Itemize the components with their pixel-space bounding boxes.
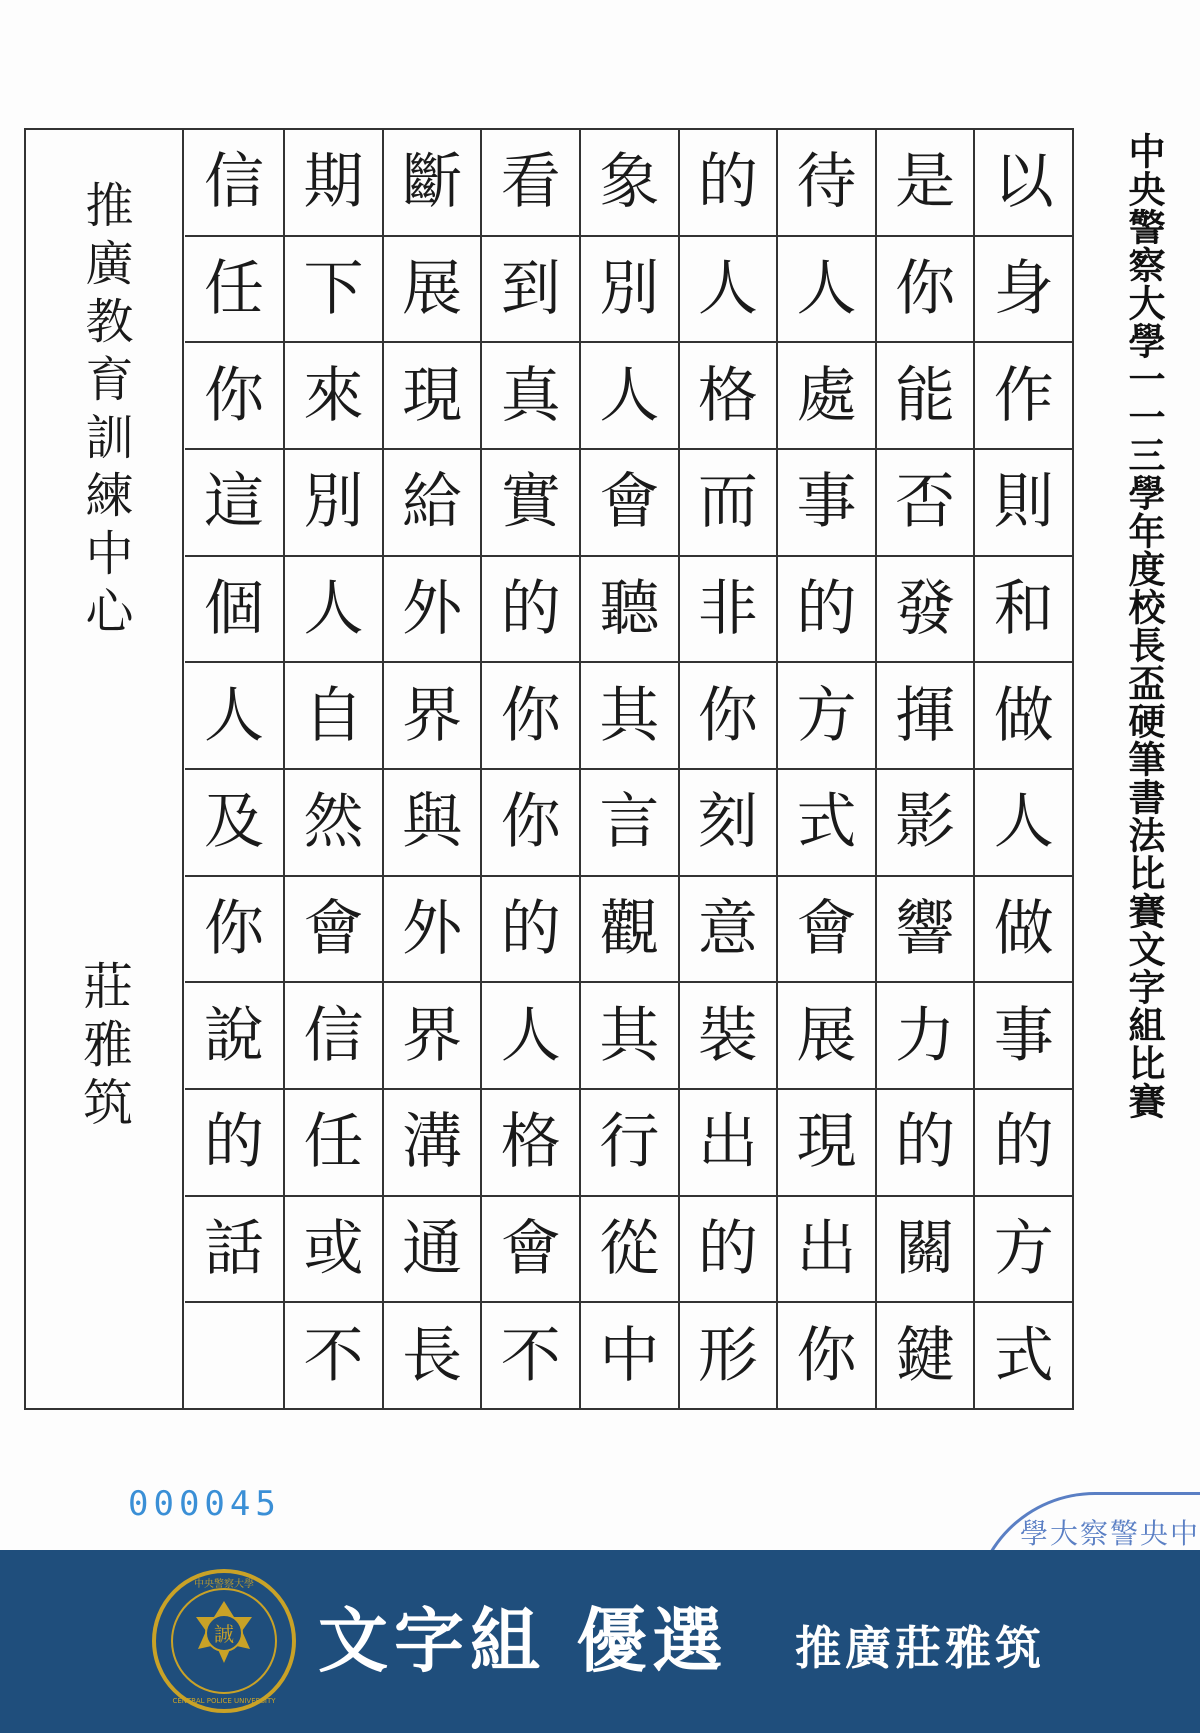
grid-cell: 這 xyxy=(185,450,284,557)
grid-cell: 人 xyxy=(482,983,579,1090)
grid-cell: 做 xyxy=(975,663,1072,770)
grid-cell: 的 xyxy=(778,557,875,664)
grid-cell: 聽 xyxy=(581,557,678,664)
grid-cell: 外 xyxy=(384,877,481,984)
grid-cell: 別 xyxy=(285,450,382,557)
grid-cell: 格 xyxy=(482,1090,579,1197)
grid-column xyxy=(678,130,777,1408)
emblem-center-text: 誠 xyxy=(214,1622,234,1646)
grid-cell: 不 xyxy=(303,1320,364,1391)
grid-cell: 言 xyxy=(581,770,678,877)
grid-column xyxy=(875,130,974,1408)
grid-cell: 不 xyxy=(500,1320,561,1391)
grid-cell: 說 xyxy=(185,983,284,1090)
grid-column xyxy=(185,130,284,1408)
grid-cell: 會 xyxy=(581,450,678,557)
grid-cell: 非 xyxy=(680,557,777,664)
grid-cell: 的 xyxy=(877,1090,974,1197)
grid-cell: 的 xyxy=(680,1197,777,1304)
serial-number: 000045 xyxy=(128,1484,281,1524)
grid-cell: 待 xyxy=(778,130,875,237)
grid-cell: 別 xyxy=(581,237,678,344)
signature-column xyxy=(26,130,184,1408)
grid-cell: 界 xyxy=(384,663,481,770)
character-grid xyxy=(184,130,1072,1408)
grid-cell: 處 xyxy=(778,343,875,450)
grid-cell: 你 xyxy=(185,877,284,984)
grid-cell: 人 xyxy=(778,237,875,344)
grid-cell: 期 xyxy=(285,130,382,237)
grid-cell: 否 xyxy=(877,450,974,557)
grid-cell: 下 xyxy=(285,237,382,344)
grid-cell: 長 xyxy=(402,1320,463,1391)
grid-cell: 任 xyxy=(285,1090,382,1197)
grid-column xyxy=(776,130,875,1408)
grid-cell: 意 xyxy=(680,877,777,984)
grid-cell: 通 xyxy=(384,1197,481,1304)
stamp-text: 學大察警央中 xyxy=(1020,1517,1200,1550)
grid-cell: 溝 xyxy=(384,1090,481,1197)
grid-cell: 會 xyxy=(778,877,875,984)
emblem-top-text: 中央警察大學 xyxy=(194,1579,254,1590)
grid-cell: 看 xyxy=(482,130,579,237)
grid-column xyxy=(382,130,481,1408)
grid-cell: 能 xyxy=(877,343,974,450)
grid-cell: 展 xyxy=(384,237,481,344)
grid-cell: 象 xyxy=(581,130,678,237)
competition-title: 中央警察大學一一三學年度校長盃硬筆書法比賽文字組比賽 xyxy=(1122,132,1165,1120)
emblem-bottom-text: CENTRAL POLICE UNIVERSITY xyxy=(172,1697,276,1705)
grid-cell: 或 xyxy=(285,1197,382,1304)
grid-cell: 其 xyxy=(581,983,678,1090)
grid-cell: 事 xyxy=(975,983,1072,1090)
grid-cell: 真 xyxy=(482,343,579,450)
grid-cell: 給 xyxy=(384,450,481,557)
grid-cell: 觀 xyxy=(581,877,678,984)
grid-cell: 現 xyxy=(384,343,481,450)
university-emblem-icon xyxy=(150,1567,298,1715)
grid-cell: 到 xyxy=(482,237,579,344)
grid-cell: 及 xyxy=(185,770,284,877)
grid-cell: 是 xyxy=(877,130,974,237)
grid-cell: 出 xyxy=(778,1197,875,1304)
grid-cell: 響 xyxy=(877,877,974,984)
grid-cell: 的 xyxy=(482,557,579,664)
grid-cell: 式 xyxy=(778,770,875,877)
grid-cell: 話 xyxy=(185,1197,284,1304)
grid-cell: 行 xyxy=(581,1090,678,1197)
grid-cell: 刻 xyxy=(680,770,777,877)
grid-cell: 會 xyxy=(482,1197,579,1304)
grid-cell: 你 xyxy=(877,237,974,344)
grid-cell: 以 xyxy=(975,130,1072,237)
grid-cell: 你 xyxy=(680,663,777,770)
grid-cell: 中 xyxy=(599,1320,660,1391)
grid-cell: 的 xyxy=(975,1090,1072,1197)
grid-cell: 你 xyxy=(482,770,579,877)
grid-cell: 從 xyxy=(581,1197,678,1304)
grid-cell: 揮 xyxy=(877,663,974,770)
grid-cell: 會 xyxy=(285,877,382,984)
grid-cell: 然 xyxy=(285,770,382,877)
grid-cell: 與 xyxy=(384,770,481,877)
award-winner: 推廣莊雅筑 xyxy=(795,1621,1045,1675)
grid-cell: 影 xyxy=(877,770,974,877)
grid-cell: 力 xyxy=(877,983,974,1090)
grid-cell: 人 xyxy=(975,770,1072,877)
signature-name: 莊雅筑 xyxy=(75,960,133,1134)
grid-cell: 人 xyxy=(680,237,777,344)
grid-cell: 的 xyxy=(482,877,579,984)
grid-cell: 關 xyxy=(877,1197,974,1304)
grid-column xyxy=(480,130,579,1408)
grid-cell: 式 xyxy=(993,1320,1054,1391)
grid-cell: 身 xyxy=(975,237,1072,344)
grid-column xyxy=(579,130,678,1408)
grid-cell: 的 xyxy=(185,1090,284,1197)
grid-cell: 格 xyxy=(680,343,777,450)
writing-grid-frame xyxy=(24,128,1074,1410)
grid-cell: 方 xyxy=(975,1197,1072,1304)
grid-cell: 事 xyxy=(778,450,875,557)
grid-cell: 你 xyxy=(185,343,284,450)
grid-column xyxy=(973,130,1072,1408)
grid-cell: 展 xyxy=(778,983,875,1090)
grid-cell: 個 xyxy=(185,557,284,664)
grid-cell: 人 xyxy=(185,663,284,770)
grid-cell: 出 xyxy=(680,1090,777,1197)
grid-cell: 你 xyxy=(482,663,579,770)
grid-cell: 形 xyxy=(697,1320,758,1391)
grid-cell: 發 xyxy=(877,557,974,664)
grid-cell: 現 xyxy=(778,1090,875,1197)
grid-cell: 鍵 xyxy=(895,1320,956,1391)
grid-column xyxy=(283,130,382,1408)
grid-cell: 而 xyxy=(680,450,777,557)
grid-cell: 作 xyxy=(975,343,1072,450)
grid-cell: 界 xyxy=(384,983,481,1090)
grid-cell: 人 xyxy=(581,343,678,450)
grid-cell: 的 xyxy=(680,130,777,237)
grid-cell: 來 xyxy=(285,343,382,450)
grid-cell: 自 xyxy=(285,663,382,770)
grid-cell: 任 xyxy=(185,237,284,344)
grid-cell: 和 xyxy=(975,557,1072,664)
award-title: 文字組 優選 xyxy=(318,1600,729,1682)
grid-cell: 信 xyxy=(185,130,284,237)
grid-cell: 其 xyxy=(581,663,678,770)
grid-cell: 你 xyxy=(796,1320,857,1391)
grid-cell: 方 xyxy=(778,663,875,770)
grid-cell: 做 xyxy=(975,877,1072,984)
grid-cell: 信 xyxy=(285,983,382,1090)
grid-cell: 裝 xyxy=(680,983,777,1090)
grid-cell: 則 xyxy=(975,450,1072,557)
grid-cell: 實 xyxy=(482,450,579,557)
signature-unit: 推廣教育訓練中心 xyxy=(77,180,133,644)
grid-cell: 人 xyxy=(285,557,382,664)
grid-cell xyxy=(185,1303,284,1408)
grid-cell: 斷 xyxy=(384,130,481,237)
grid-cell: 外 xyxy=(384,557,481,664)
